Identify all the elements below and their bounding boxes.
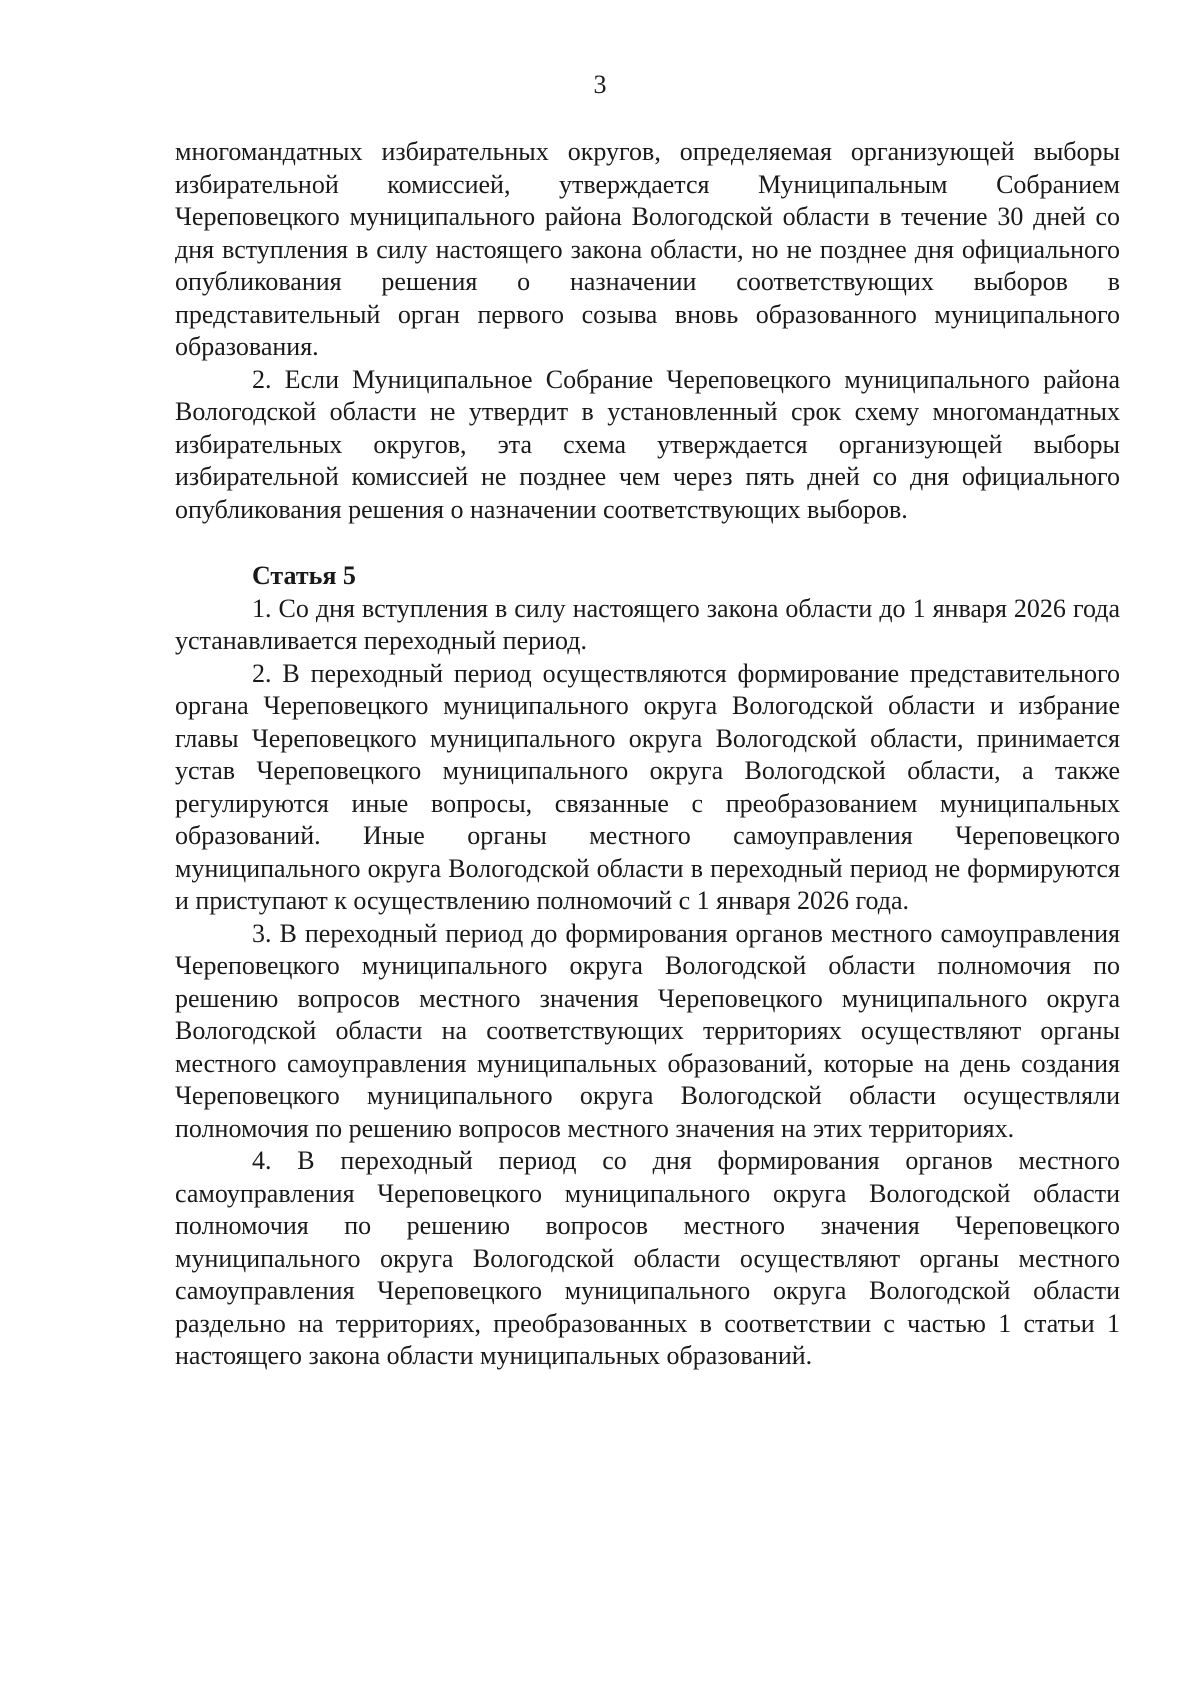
article-5-paragraph-3: 3. В переходный период до формирования органов местного самоуправления Череповецкого муниципального округа Вологодской области полномочия по решению вопросов местного значения Череповецкого муниципального округа Вологодской области на соответствующих территориях осуществляют органы местного самоуправления муниципальных образований, которые на день создания Череповецкого муниципального округа Вологодской области осуществляли полномочия по решению вопросов местного значения на этих территориях. xyxy=(175,918,1120,1143)
article-heading: Статья 5 xyxy=(252,561,356,590)
continuation-paragraph: многомандатных избирательных округов, определяемая организующей выборы избирательной комиссией, утверждается Муниципальным Собранием Череповецкого муниципального района Вологодской области в течение 30 дней со дня вступления в силу настоящего закона области, но не позднее дня официального опубликования решения о назначении соответствующих выборов в представительный орган первого созыва вновь образованного муниципального образования. xyxy=(175,137,1120,361)
article-5-paragraph-4: 4. В переходный период со дня формирования органов местного самоуправления Череповецкого муниципального округа Вологодской области полномочия по решению вопросов местного значения Череповецкого муниципального округа Вологодской области осуществляют органы местного самоуправления Череповецкого муниципального округа Вологодской области раздельно на территориях, преобразованных в соответствии с частью 1 статьи 1 настоящего закона области муниципальных образований. xyxy=(175,1146,1120,1370)
article-5-paragraph-2: 2. В переходный период осуществляются формирование представительного органа Череповецкого муниципального округа Вологодской области и избрание главы Череповецкого муниципального округа Вологодской области, принимается устав Череповецкого муниципального округа Вологодской области, а также регулируются иные вопросы, связанные с преобразованием муниципальных образований. Иные органы местного самоуправления Череповецкого муниципального округа Вологодской области в переходный период не формируются и приступают к осуществлению полномочий с 1 января 2026 года. xyxy=(175,658,1120,915)
page-number: 3 xyxy=(593,70,607,99)
article-5-paragraph-1: 1. Со дня вступления в силу настоящего закона области до 1 января 2026 года устанавливается переходный период. xyxy=(175,593,1120,655)
document-body xyxy=(175,136,1120,1373)
paragraph-2: 2. Если Муниципальное Собрание Череповецкого муниципального района Вологодской области не утвердит в установленный срок схему многомандатных избирательных округов, эта схема утверждается организующей выборы избирательной комиссией не позднее чем через пять дней со дня официального опубликования решения о назначении соответствующих выборов. xyxy=(175,364,1120,524)
